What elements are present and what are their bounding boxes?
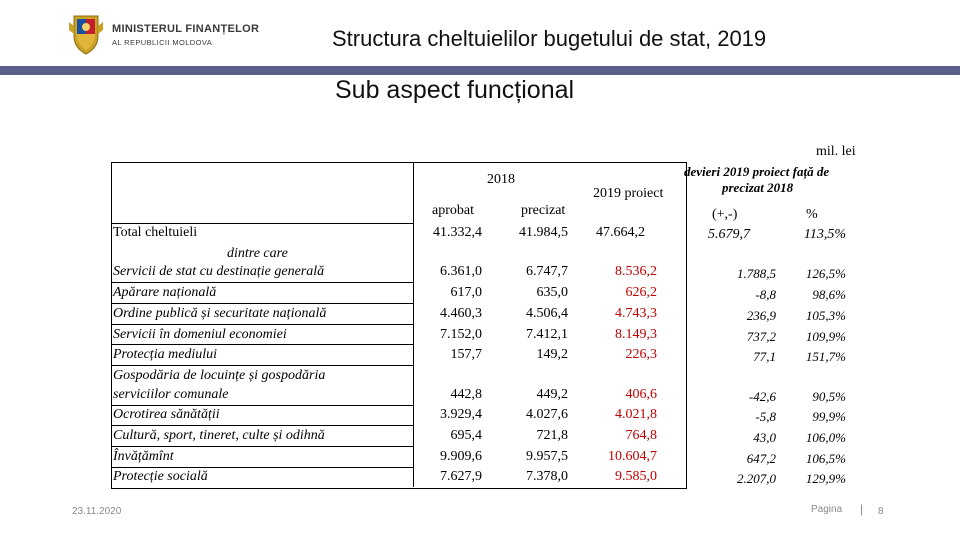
row-proiect: 9.585,0	[615, 469, 657, 484]
total-label: Total cheltuieli	[113, 225, 198, 240]
row-pct: 109,9%	[805, 329, 846, 344]
unit-label: mil. lei	[816, 144, 856, 159]
row-label: Cultură, sport, tineret, culte și odihnă	[113, 428, 325, 443]
row-precizat: 721,8	[536, 428, 568, 443]
row-divider	[111, 467, 413, 468]
row-pct: 126,5%	[805, 266, 846, 281]
row-abs: -8,8	[755, 287, 776, 302]
row-precizat: 4.506,4	[526, 306, 568, 321]
row-aprobat: 3.929,4	[440, 407, 482, 422]
row-aprobat: 6.361,0	[440, 264, 482, 279]
row-proiect: 4.743,3	[615, 306, 657, 321]
row-label-cont: serviciilor comunale	[113, 387, 229, 402]
row-aprobat: 442,8	[450, 387, 482, 402]
row-label: Ordine publică și securitate națională	[113, 306, 327, 321]
footer-date: 23.11.2020	[72, 506, 122, 517]
row-pct: 106,5%	[805, 451, 846, 466]
total-precizat: 41.984,5	[519, 225, 568, 240]
row-divider	[111, 446, 413, 447]
row-proiect: 8.149,3	[615, 327, 657, 342]
row-aprobat: 4.460,3	[440, 306, 482, 321]
ministry-logo	[66, 10, 266, 56]
header-pct: %	[806, 207, 818, 222]
row-precizat: 449,2	[536, 387, 568, 402]
row-proiect: 226,3	[625, 347, 657, 362]
row-proiect: 10.604,7	[608, 449, 657, 464]
row-pct: 151,7%	[805, 349, 846, 364]
dintre-care-label: dintre care	[227, 246, 288, 261]
row-pct: 99,9%	[812, 409, 846, 424]
row-precizat: 635,0	[536, 285, 568, 300]
row-divider	[111, 365, 413, 366]
row-label: Gospodăria de locuințe și gospodăria	[113, 368, 326, 383]
row-proiect: 764,8	[625, 428, 657, 443]
footer-page-label: Pagina	[811, 504, 843, 515]
row-proiect: 626,2	[625, 285, 657, 300]
row-abs: -5,8	[755, 409, 776, 424]
ministry-name: MINISTERUL FINANȚELOR	[112, 23, 260, 35]
row-divider	[111, 425, 413, 426]
total-proiect: 47.664,2	[596, 225, 645, 240]
header-deviation: devieri 2019 proiect față de	[684, 164, 830, 179]
row-abs: 737,2	[746, 329, 776, 344]
slide-subtitle: Sub aspect funcțional	[335, 76, 575, 104]
coat-of-arms-icon	[66, 10, 106, 56]
row-precizat: 6.747,7	[526, 264, 568, 279]
row-divider	[111, 344, 413, 345]
total-abs: 5.679,7	[708, 227, 750, 242]
header-precizat: precizat	[521, 203, 566, 218]
row-aprobat: 7.152,0	[440, 327, 482, 342]
header-aprobat: aprobat	[432, 203, 474, 218]
row-precizat: 4.027,6	[526, 407, 568, 422]
row-aprobat: 617,0	[450, 285, 482, 300]
row-precizat: 7.378,0	[526, 469, 568, 484]
row-aprobat: 695,4	[450, 428, 482, 443]
row-proiect: 8.536,2	[615, 264, 657, 279]
row-pct: 98,6%	[812, 287, 846, 302]
header-abs: (+,-)	[712, 207, 738, 222]
row-abs: 2.207,0	[737, 471, 776, 486]
row-divider	[111, 324, 413, 325]
row-label: Ocrotirea sănătății	[113, 407, 220, 422]
total-aprobat: 41.332,4	[433, 225, 482, 240]
header-2019-proiect: 2019 proiect	[593, 186, 664, 201]
row-divider	[111, 405, 413, 406]
row-aprobat: 7.627,9	[440, 469, 482, 484]
row-precizat: 9.957,5	[526, 449, 568, 464]
row-aprobat: 9.909,6	[440, 449, 482, 464]
row-abs: -42,6	[748, 389, 776, 404]
row-label: Învățămînt	[113, 449, 174, 464]
row-divider	[111, 303, 413, 304]
header-deviation-2: precizat 2018	[722, 180, 794, 195]
row-abs: 77,1	[753, 349, 776, 364]
row-proiect: 4.021,8	[615, 407, 657, 422]
row-label: Protecție socială	[113, 469, 208, 484]
row-abs: 43,0	[753, 430, 776, 445]
row-divider	[111, 282, 413, 283]
row-precizat: 7.412,1	[526, 327, 568, 342]
row-precizat: 149,2	[536, 347, 568, 362]
row-proiect: 406,6	[625, 387, 657, 402]
row-pct: 105,3%	[805, 308, 846, 323]
row-pct: 90,5%	[812, 389, 846, 404]
ministry-subtitle: AL REPUBLICII MOLDOVA	[112, 38, 213, 47]
row-abs: 236,9	[746, 308, 776, 323]
total-pct: 113,5%	[803, 227, 846, 242]
row-pct: 106,0%	[805, 430, 846, 445]
row-label: Apărare națională	[113, 285, 217, 300]
row-abs: 1.788,5	[737, 266, 776, 281]
header-rule	[0, 66, 960, 75]
row-pct: 129,9%	[805, 471, 846, 486]
footer-page-number: 8	[878, 506, 884, 517]
row-abs: 647,2	[746, 451, 776, 466]
slide-title: Structura cheltuielilor bugetului de stat, 2019	[332, 26, 767, 51]
row-label: Servicii în domeniul economiei	[113, 327, 287, 342]
row-label: Servicii de stat cu destinație generală	[113, 264, 325, 279]
table-divider	[111, 223, 413, 224]
footer-separator: |	[860, 502, 864, 516]
header-2018: 2018	[487, 172, 515, 187]
row-aprobat: 157,7	[450, 347, 482, 362]
row-label: Protecția mediului	[113, 347, 218, 362]
